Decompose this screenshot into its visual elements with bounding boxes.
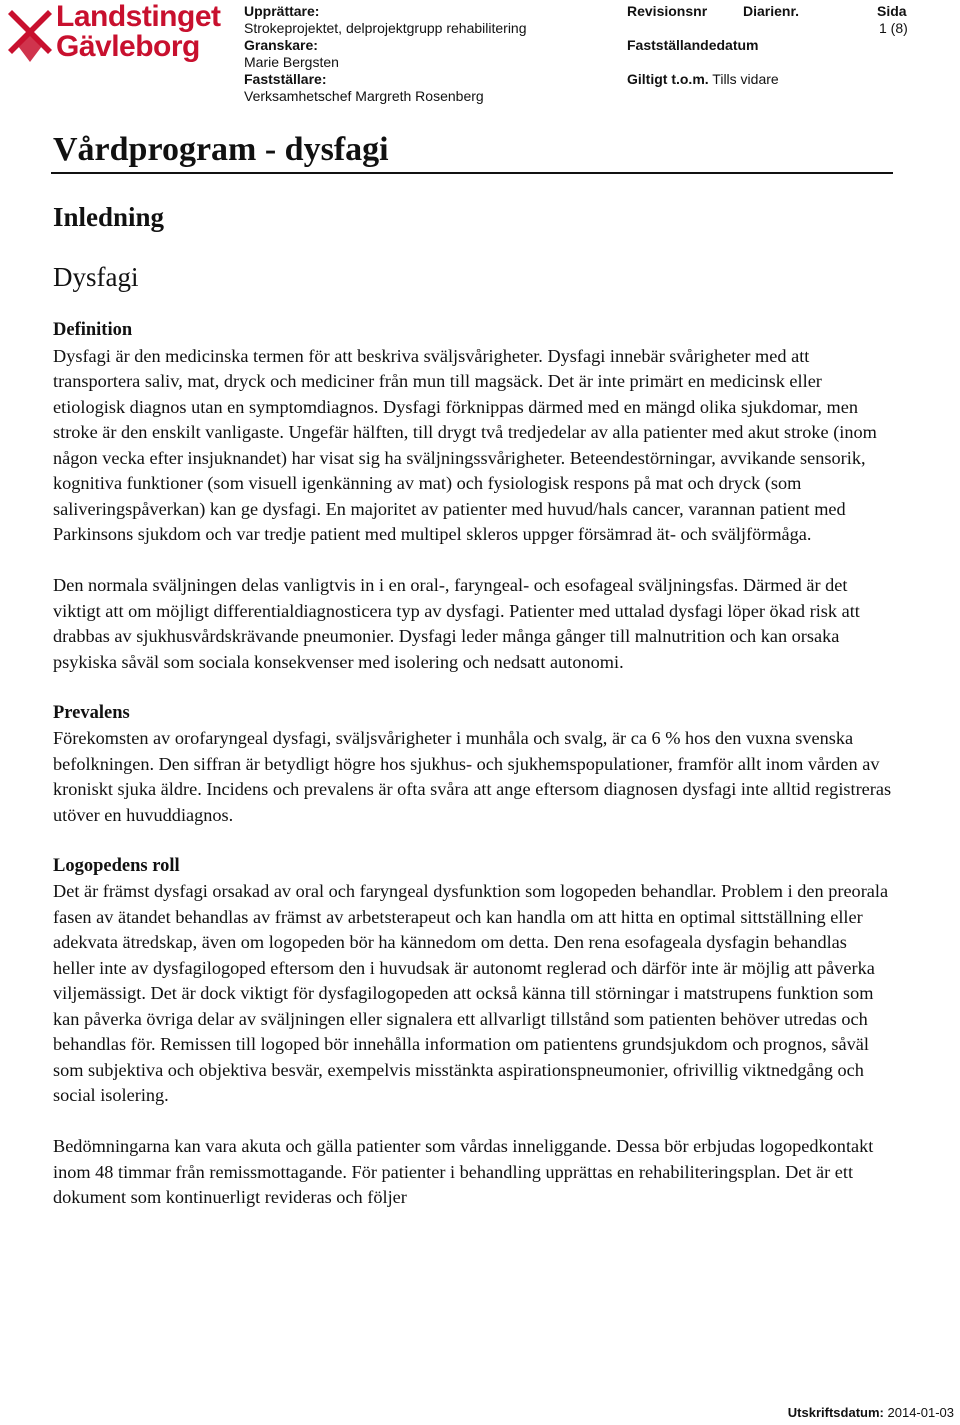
- logo-line-1: Landstinget: [56, 0, 221, 33]
- faststallandedatum-label: Fastställandedatum: [627, 37, 759, 53]
- section-heading: Inledning: [53, 202, 165, 232]
- organization-logo: [8, 2, 234, 68]
- print-date-value: 2014-01-03: [887, 1405, 954, 1420]
- logoped-paragraph-1: Det är främst dysfagi orsakad av oral och faryngeal dysfunktion som logopeden behandlar. Problem i den preorala fasen av ätandet behandlas av främst av arbetsterapeut och kan handla om att hitta en optimal sittställning eller adekvata ätredskap, även om logopeden bör ha kännedom om detta. Den rena esofageala dysfagin behandlas heller inte av dysfagilogoped eftersom den i huvudsak är autonomt reglerad och därför inte är möjlig att påverka viljemässigt. Det är dock viktigt för dysfagilogopeden att också känna till störningar i matstrupens funktion som kan påverka övriga delar av sväljningen eller signalera ett allvarligt tillstånd som patienten behöver utredas och behandlas för. Remissen till logoped bör innehålla information om patientens grundsjukdom och prognos, såväl som subjektiva och objektiva besvär, exempelvis misstänkta aspirationspneumonier, ofrivillig viktnedgång och social isolering.: [53, 881, 889, 1105]
- print-date: [788, 1405, 954, 1421]
- granskare-value: Marie Bergsten: [244, 54, 339, 70]
- subsection-heading: Dysfagi: [53, 262, 139, 292]
- faststallare-label: Fastställare:: [244, 71, 327, 87]
- prevalens-paragraph: Förekomsten av orofaryngeal dysfagi, sväljsvårigheter i munhåla och svalg, är ca 6 % hos den vuxna svenska befolkningen. Den siffran är betydligt högre hos sjukhus- och sjukhemspopulationer, framför allt inom vården av kroniskt sjuka äldre. Incidens och prevalens är ofta svåra att ange eftersom diagnosen dysfagi inte alltid registreras utöver en huvuddiagnos.: [53, 728, 892, 825]
- title-underline: [51, 172, 893, 174]
- giltigt-value: Tills vidare: [712, 71, 779, 87]
- upprattare-value: Strokeprojektet, delprojektgrupp rehabilitering: [244, 20, 527, 36]
- giltigt-label: Giltigt t.o.m.: [627, 71, 709, 87]
- document-title: Vårdprogram - dysfagi: [53, 131, 389, 168]
- upprattare-label: Upprättare:: [244, 3, 320, 19]
- logo-line-2: Gävleborg: [56, 30, 200, 63]
- document-body: [53, 318, 893, 1211]
- print-date-label: Utskriftsdatum:: [787, 1405, 884, 1420]
- definition-paragraph-2: Den normala sväljningen delas vanligtvis in i en oral-, faryngeal- och esofageal sväljningsfas. Därmed är det viktigt att om möjligt differentialdiagnosticera typ av dysfagi. Patienter med uttalad dysfagi löper ökad risk att drabbas av sjukhusvårdskrävande pneumonier. Dysfagi leder många gånger till malnutrition och kan orsaka psykiska såväl som sociala konsekvenser med isolering och nedsatt autonomi.: [53, 575, 860, 672]
- granskare-label: Granskare:: [244, 37, 318, 53]
- sida-value: 1 (8): [879, 20, 908, 36]
- definition-heading: Definition: [53, 320, 133, 340]
- logoped-heading: Logopedens roll: [53, 855, 180, 876]
- diarienr-label: Diarienr.: [743, 3, 800, 19]
- revisionsnr-label: Revisionsnr: [627, 3, 708, 19]
- prevalens-heading: Prevalens: [53, 702, 130, 723]
- giltigt-row: [627, 71, 779, 88]
- definition-paragraph-1: Dysfagi är den medicinska termen för att beskriva sväljsvårigheter. Dysfagi innebär svårigheter med att transportera saliv, mat, dryck och mediciner från mun till magsäck. Det är inte primärt en medicinsk eller etiologisk diagnos utan en symptomdiagnos. Dysfagi förknippas därmed med en mängd olika sjukdomar, men stroke är den enskilt vanligaste. Ungefär hälften, till drygt två tredjedelar av alla patienter med akut stroke (inom någon vecka efter insjuknandet) har visat sig ha sväljningssvårigheter. Beteendestörningar, avvikande sensorik, kognitiva funktioner (som visuell igenkänning av mat) och fysiologisk respons på mat och dryck (som saliveringspåverkan) kan ge dysfagi. En majoritet av patienter med huvud/hals cancer, varannan patient med Parkinsons sjukdom och var tredje patient med multipel skleros uppger försämrad ät- och sväljförmåga.: [53, 345, 877, 544]
- sida-label: Sida: [877, 3, 907, 19]
- lgb-logo-mark-icon: [8, 4, 54, 66]
- logoped-paragraph-2: Bedömningarna kan vara akuta och gälla patienter som vårdas inneliggande. Dessa bör erbjudas logopedkontakt inom 48 timmar från remissmottagande. För patienter i behandling upprättas en rehabiliteringsplan. Det är ett dokument som kontinuerligt revideras och följer: [53, 1136, 874, 1207]
- faststallare-value: Verksamhetschef Margreth Rosenberg: [244, 88, 484, 104]
